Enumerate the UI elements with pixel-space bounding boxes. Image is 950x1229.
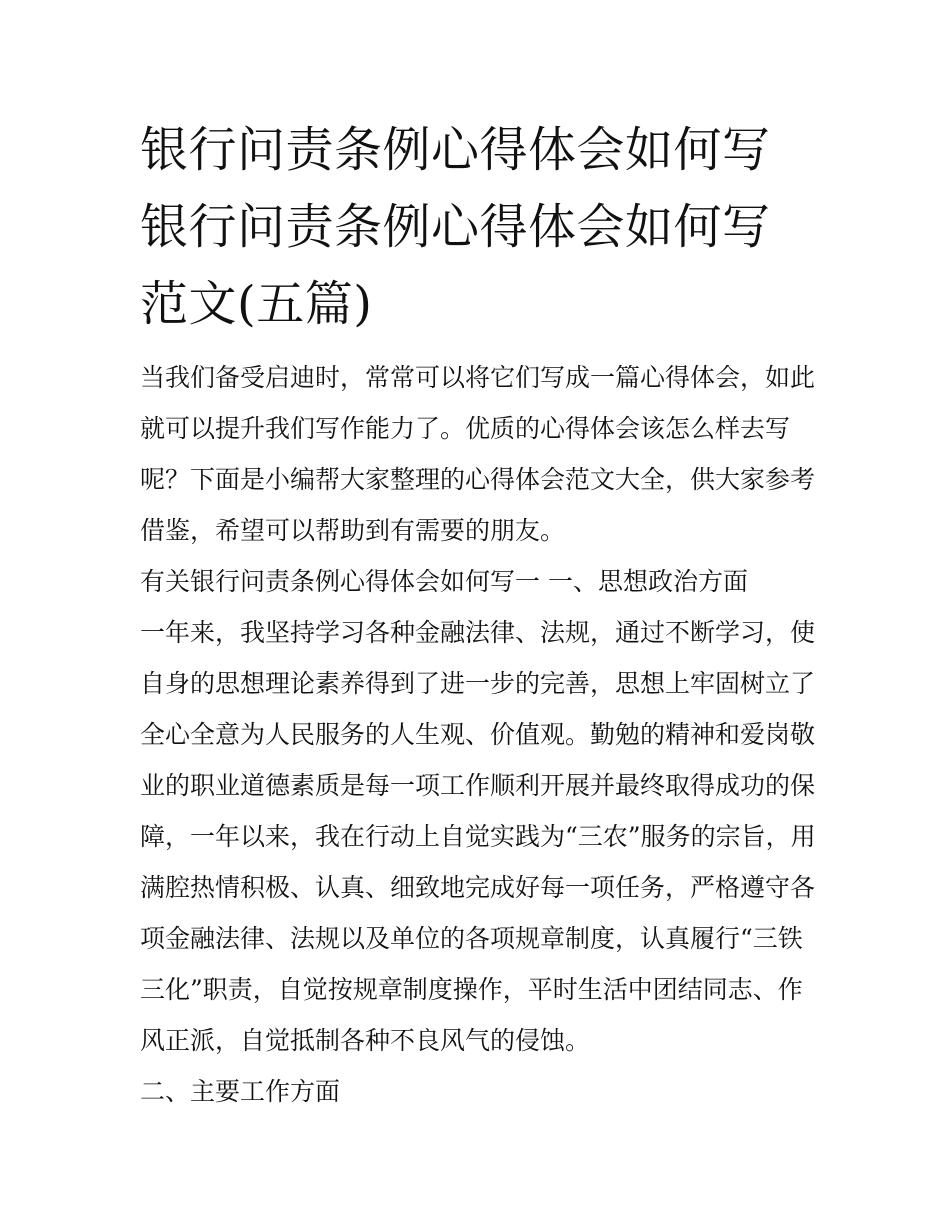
section-line: 一年来，我坚持学习各种金融法律、法规，通过不断学习，使 xyxy=(140,618,816,647)
section-line: 全心全意为人民服务的人生观、价值观。勤勉的精神和爱岗敬 xyxy=(140,720,816,749)
title-line: 银行问责条例心得体会如何写 xyxy=(140,199,771,255)
section-line: 业的职业道德素质是每一项工作顺利开展并最终取得成功的保 xyxy=(140,771,816,800)
intro-line: 当我们备受启迪时，常常可以将它们写成一篇心得体会，如此 xyxy=(140,363,816,392)
section-line: 满腔热情积极、认真、细致地完成好每一项任务，严格遵守各 xyxy=(140,873,816,902)
section-paragraph xyxy=(140,607,820,1066)
title-line: 银行问责条例心得体会如何写 xyxy=(140,122,771,178)
intro-line: 呢？下面是小编帮大家整理的心得体会范文大全，供大家参考 xyxy=(140,465,816,494)
section-line: 项金融法律、法规以及单位的各项规章制度，认真履行“三铁 xyxy=(140,924,803,953)
document-body xyxy=(140,352,820,1117)
intro-line: 就可以提升我们写作能力了。优质的心得体会该怎么样去写 xyxy=(140,414,791,443)
intro-line: 借鉴，希望可以帮助到有需要的朋友。 xyxy=(140,516,566,545)
intro-paragraph xyxy=(140,352,820,556)
section-line: 三化”职责，自觉按规章制度操作，平时生活中团结同志、作 xyxy=(140,975,803,1004)
section-line: 自身的思想理论素养得到了进一步的完善，思想上牢固树立了 xyxy=(140,669,816,698)
document-title xyxy=(140,112,820,343)
title-line: 范文(五篇) xyxy=(140,276,373,332)
subheading: 二、主要工作方面 xyxy=(140,1077,341,1106)
section-line: 障，一年以来，我在行动上自觉实践为“三农”服务的宗旨，用 xyxy=(140,822,816,851)
section-heading: 有关银行问责条例心得体会如何写一 一、思想政治方面 xyxy=(140,567,748,596)
section-line: 风正派，自觉抵制各种不良风气的侵蚀。 xyxy=(140,1026,591,1055)
